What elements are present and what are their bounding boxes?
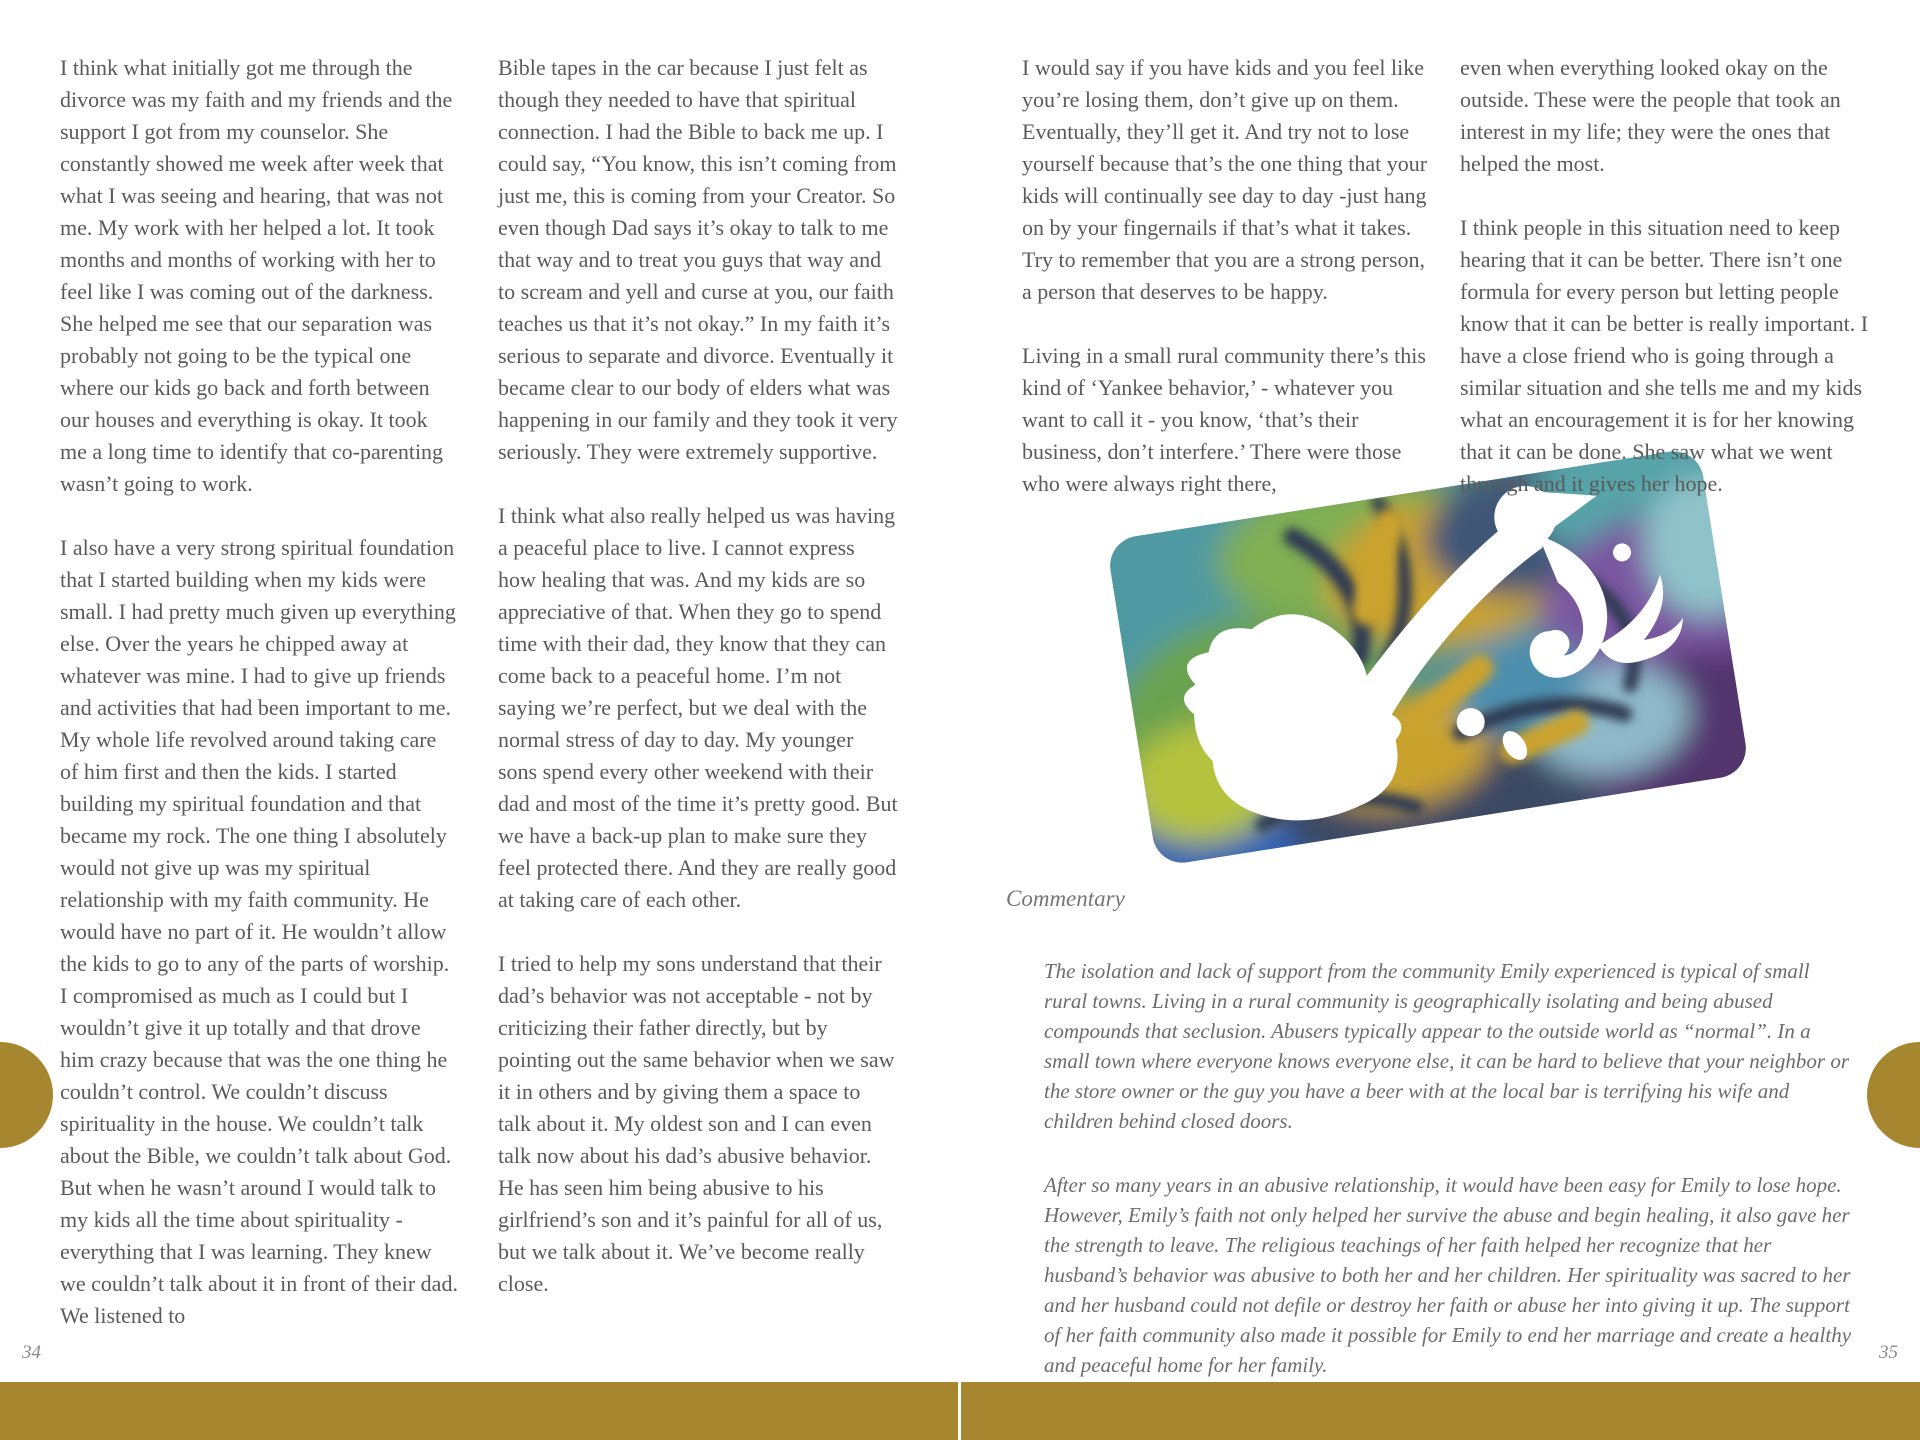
footer-bar <box>0 1382 1920 1440</box>
commentary-label: Commentary <box>1006 886 1125 911</box>
right-edge-ornament <box>1867 1042 1920 1148</box>
page-number-left: 34 <box>22 1342 41 1363</box>
footer-bar-center-gap <box>958 1382 961 1440</box>
left-page-column-1 <box>60 52 458 1364</box>
body-paragraph: I think what also really helped us was having a peaceful place to live. I cannot express how healing that was. And my kids are so appreciative of that. When they go to spend time with their dad, they know that they can come back to a peaceful home. I’m not saying we’re perfect, but we deal with the normal stress of day to day. My younger sons spend every other weekend with their dad and most of the time it’s pretty good. But we have a back-up plan to make sure they feel protected there. And they are really good at taking care of each other. <box>498 503 898 912</box>
body-paragraph: I also have a very strong spiritual foundation that I started building when my kids were small. I had pretty much given up everything else. Over the years he chipped away at whatever was mine. I had to give up friends and activities that had been important to me. My whole life revolved around taking care of him first and then the kids. I started building my spiritual foundation and that became my rock. The one thing I absolutely would not give up was my spiritual relationship with my faith community. He would have no part of it. He wouldn’t allow the kids to go to any of the parts of worship. I compromised as much as I could but I wouldn’t give it up totally and that drove him crazy because that was the one thing he couldn’t control. We couldn’t discuss spirituality in the house. We couldn’t talk about the Bible, we couldn’t talk about God. But when he wasn’t around I would talk to my kids all the time about spirituality - everything that I was learning. They knew we couldn’t talk about it in front of their dad. We listened to <box>60 535 458 1328</box>
commentary-paragraph: The isolation and lack of support from the community Emily experienced is typical of small rural towns. Living in a rural community is geographically isolating and being abused compounds that seclusion. Abusers typically appear to the outside world as “normal”. In a small town where everyone knows everyone else, it can be hard to believe that your neighbor or the store owner or the guy you have a beer with at the local bar is terrifying his wife and children behind closed doors. <box>1044 959 1849 1133</box>
commentary-paragraph: After so many years in an abusive relationship, it would have been easy for Emily to lose hope. However, Emily’s faith not only helped her survive the abuse and begin healing, it also gave her the strength to leave. The religious teachings of her faith helped her recognize that her husband’s behavior was abusive to both her and her children. Her spirituality was sacred to her and her husband could not defile or destroy her faith or abuse her into giving it up. The support of her faith community also made it possible for Emily to end her marriage and create a healthy and peaceful home for her family. <box>1044 1173 1852 1377</box>
page-number-right: 35 <box>1879 1342 1898 1363</box>
right-page-column-1 <box>1022 52 1428 532</box>
body-paragraph: I would say if you have kids and you feel like you’re losing them, don’t give up on them. Eventually, they’ll get it. And try not to lose yourself because that’s the one thing that your kids will continually see day to day -just hang on by your fingernails if that’s what it takes. Try to remember that you are a strong person, a person that deserves to be happy. <box>1022 55 1428 304</box>
right-page-column-2 <box>1460 52 1872 532</box>
body-paragraph: I think people in this situation need to keep hearing that it can be better. There isn’t one formula for every person but letting people know that it can be better is really important. I have a close friend who is going through a similar situation and she tells me and my kids what an encouragement it is for her knowing that it can be done. She saw what we went through and it gives her hope. <box>1460 215 1869 496</box>
body-paragraph: I tried to help my sons understand that their dad’s behavior was not acceptable - not by criticizing their father directly, but by pointing out the same behavior when we saw it in others and by giving them a space to talk about it. My oldest son and I can even talk now about his dad’s abusive behavior. He has seen him being abusive to his girlfriend’s son and it’s painful for all of us, but we talk about it. We’ve become really close. <box>498 951 895 1296</box>
body-paragraph: even when everything looked okay on the outside. These were the people that took an interest in my life; they were the ones that helped the most. <box>1460 55 1841 176</box>
commentary-section <box>1006 886 1852 1414</box>
left-edge-ornament <box>0 1042 53 1148</box>
left-page-column-2 <box>498 52 898 1332</box>
body-paragraph: Living in a small rural community there’s this kind of ‘Yankee behavior,’ - whatever you want to call it - you know, ‘that’s their business, don’t interfere.’ There were those who were always right there, <box>1022 343 1426 496</box>
body-paragraph: Bible tapes in the car because I just felt as though they needed to have that spiritual connection. I had the Bible to back me up. I could say, “You know, this isn’t coming from just me, this is coming from your Creator. So even though Dad says it’s okay to talk to me that way and to treat you guys that way and to scream and yell and curse at you, our faith teaches us that it’s not okay.” In my faith it’s serious to separate and divorce. Eventually it became clear to our body of elders what was happening in our family and they took it very seriously. They were extremely supportive. <box>498 55 898 464</box>
body-paragraph: I think what initially got me through the divorce was my faith and my friends and the support I got from my counselor. She constantly showed me week after week that what I was seeing and hearing, that was not me. My work with her helped a lot. It took months and months of working with her to feel like I was coming out of the darkness. She helped me see that our separation was probably not going to be the typical one where our kids go back and forth between our houses and everything is okay. It took me a long time to identify that co-parenting wasn’t going to work. <box>60 55 453 496</box>
